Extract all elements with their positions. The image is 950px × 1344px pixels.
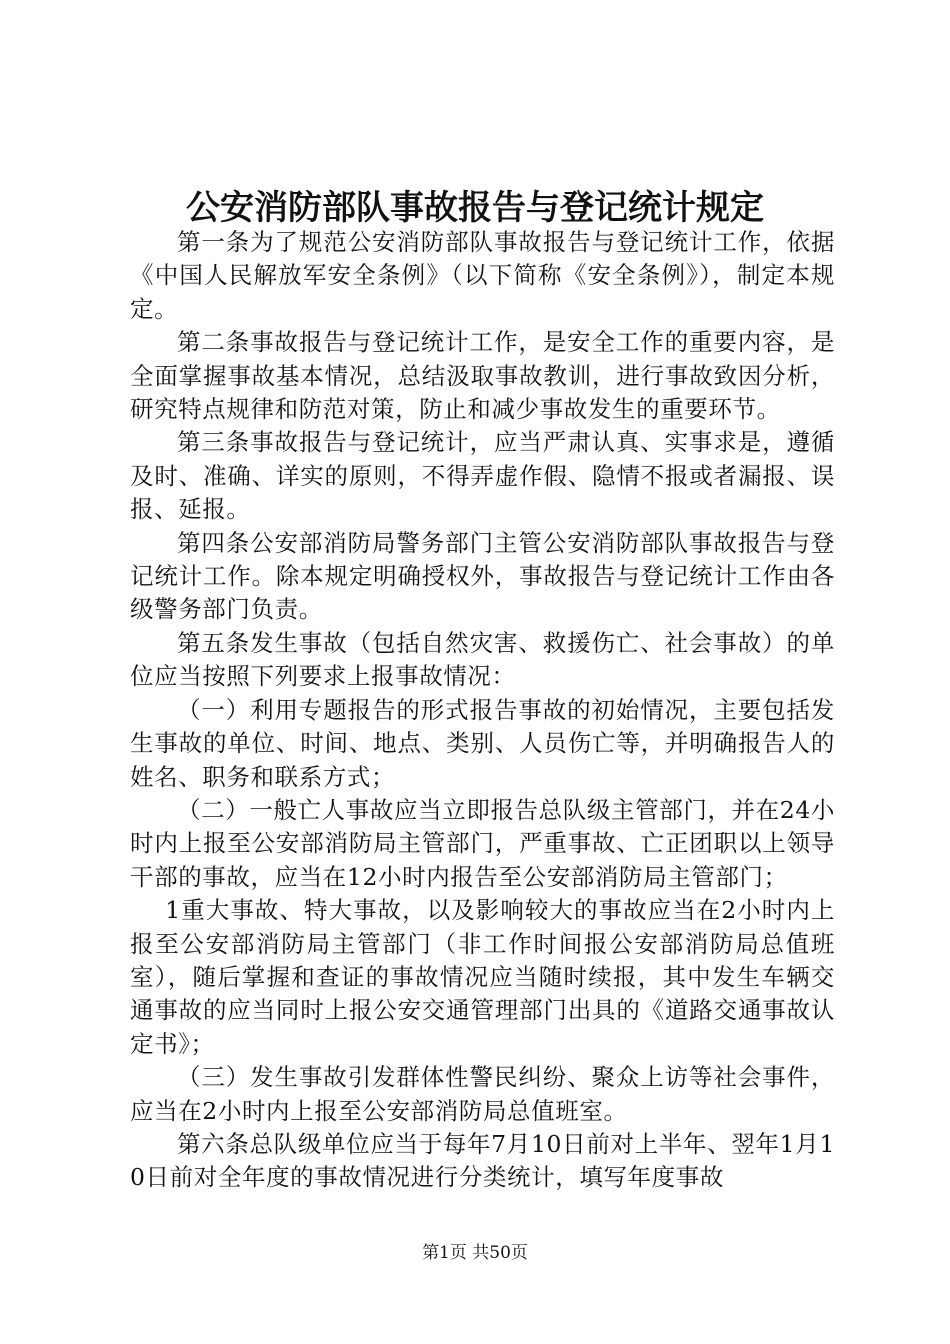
page-number-footer: 第1页 共50页: [422, 1243, 528, 1263]
paragraph-article-5: 第五条发生事故（包括自然灾害、救援伤亡、社会事故）的单位应当按照下列要求上报事故情况：: [130, 628, 835, 691]
paragraph-item-2: （二）一般亡人事故应当立即报告总队级主管部门，并在24小时内上报至公安部消防局主管部门，严重事故、亡正团职以上领导干部的事故，应当在12小时内报告至公安部消防局主管部门；: [130, 795, 835, 891]
paragraph-item-3: （三）发生事故引发群体性警民纠纷、聚众上访等社会事件，应当在2小时内上报至公安部消防局总值班室。: [130, 1063, 835, 1125]
paragraph-article-6: 第六条总队级单位应当于每年7月10日前对上半年、翌年1月10日前对全年度的事故情况进行分类统计，填写年度事故: [130, 1129, 835, 1192]
paragraph-item-1: （一）利用专题报告的形式报告事故的初始情况，主要包括发生事故的单位、时间、地点、类别、人员伤亡等，并明确报告人的姓名、职务和联系方式；: [130, 695, 835, 791]
paragraph-article-3: 第三条事故报告与登记统计，应当严肃认真、实事求是，遵循及时、准确、详实的原则，不得弄虚作假、隐情不报或者漏报、误报、延报。: [130, 428, 835, 524]
document-body: [130, 226, 835, 1195]
document-title: 公安消防部队事故报告与登记统计规定: [186, 188, 764, 228]
paragraph-article-2: 第二条事故报告与登记统计工作，是安全工作的重要内容，是全面掌握事故基本情况，总结汲取事故教训，进行事故致因分析，研究特点规律和防范对策，防止和减少事故发生的重要环节。: [130, 328, 835, 424]
paragraph-article-4: 第四条公安部消防局警务部门主管公安消防部队事故报告与登记统计工作。除本规定明确授权外，事故报告与登记统计工作由各级警务部门负责。: [130, 528, 835, 624]
paragraph-item-2-sub-1: 1重大事故、特大事故，以及影响较大的事故应当在2小时内上报至公安部消防局主管部门（非工作时间报公安部消防局总值班室），随后掌握和查证的事故情况应当随时续报，其中发生车辆交通事故的应当同时上报公安交通管理部门出具的《道路交通事故认定书》；: [130, 896, 835, 1058]
paragraph-article-1: 第一条为了规范公安消防部队事故报告与登记统计工作，依据《中国人民解放军安全条例》（以下简称《安全条例》），制定本规定。: [130, 228, 835, 323]
